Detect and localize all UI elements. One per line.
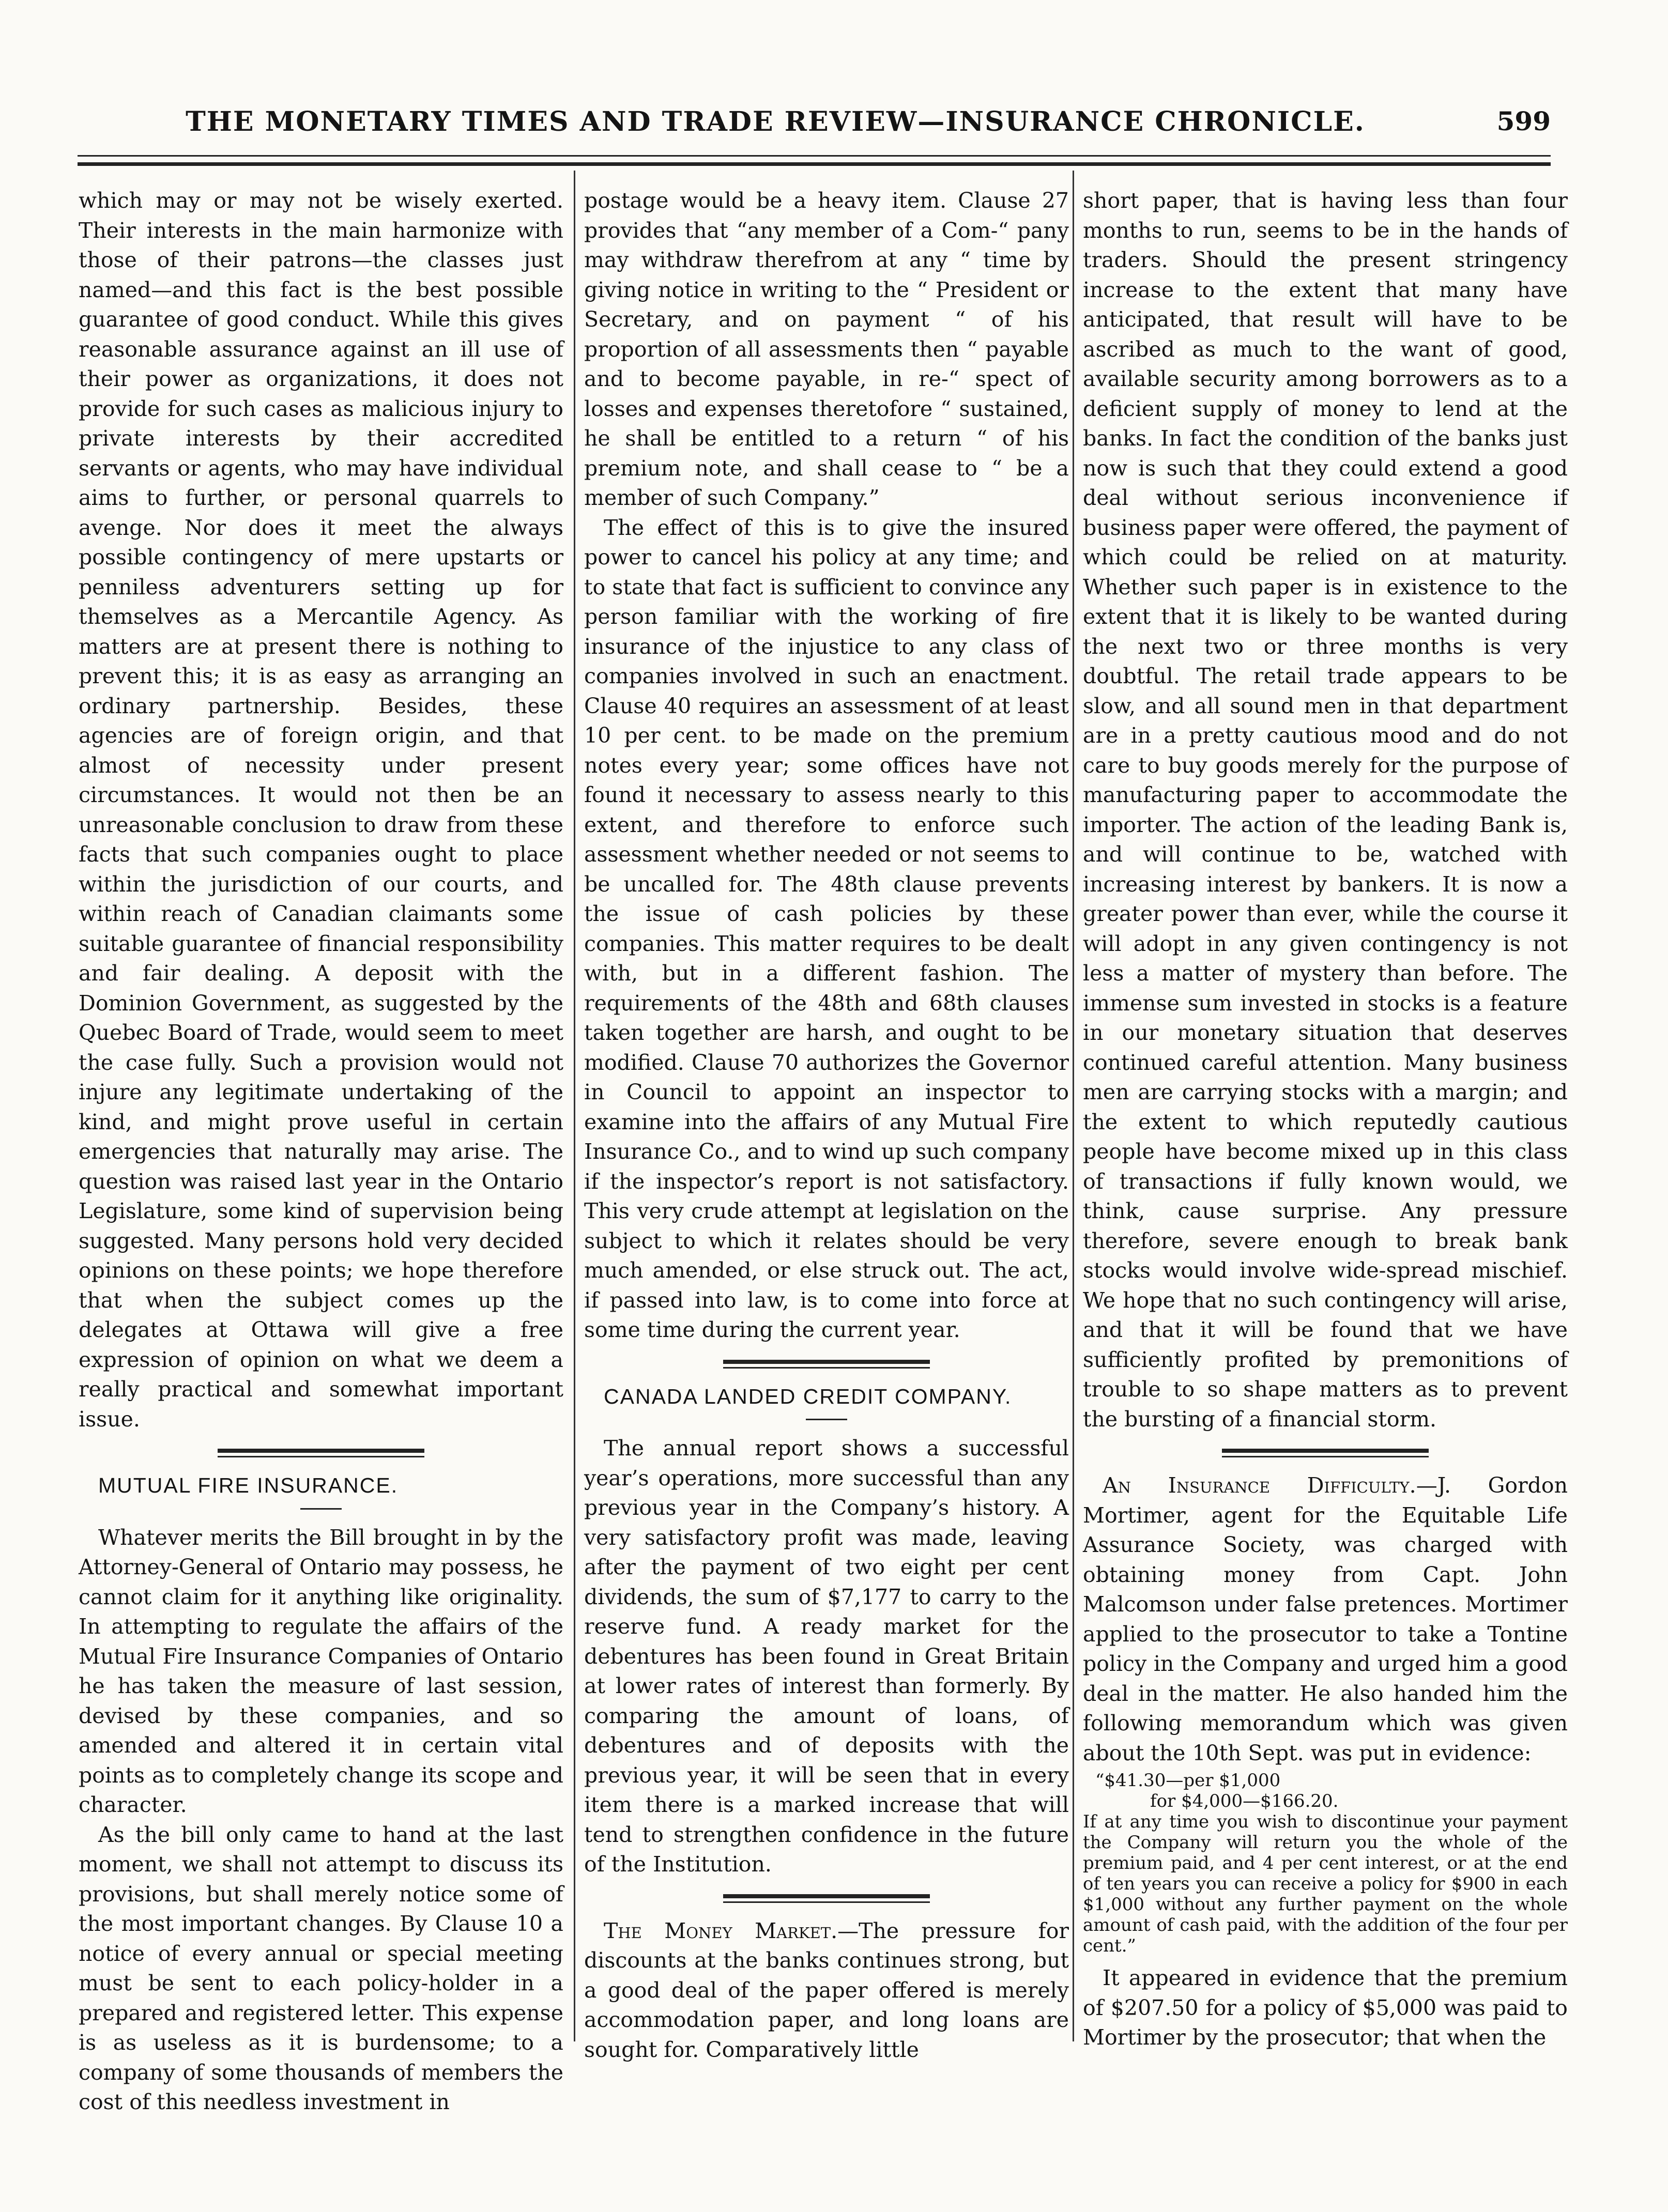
insurance-difficulty-paragraph: [1083, 1471, 1568, 1768]
article-paragraph: The effect of this is to give the insured power to cancel his policy at any time; and to state that fact is sufficient to convince any person familiar with the working of fire insurance of the injustice to any class of companies involved in such an enactment. Clause 40 requires an assessment of at least 10 per cent. to be made on the premium notes every year; some offices have not found it necessary to assess nearly to this extent, and therefore to enforce such assessment whether needed or not seems to be uncalled for. The 48th clause prevents the issue of cash policies by these companies. This matter requires to be dealt with, but in a different fashion. The requirements of the 48th and 68th clauses taken together are harsh, and ought to be modified. Clause 70 authorizes the Governor in Council to appoint an inspector to examine into the affairs of any Mutual Fire Insurance Co., and to wind up such company if the inspector’s report is not satisfactory. This very crude attempt at legislation on the subject to which it relates should be very much amended, or else struck out. The act, if passed into law, is to come into force at some time during the current year.: [584, 515, 1069, 1342]
column-middle: [584, 186, 1069, 2065]
section-divider: [723, 1360, 930, 1369]
header-rule-thin: [78, 155, 1551, 157]
section-divider: [723, 1894, 930, 1903]
article-paragraph: It appeared in evidence that the premium of $207.50 for a policy of $5,000 was paid to Mortimer by the prosecutor; that when the: [1083, 1965, 1568, 2050]
memorandum: [1083, 1770, 1568, 1956]
column-separator: [574, 171, 575, 2041]
header-rule-thick: [78, 162, 1551, 166]
run-in-heading: The Money Market.: [604, 1918, 838, 1943]
article-paragraph: short paper, that is having less than four months to run, seems to be in the hands of traders. Should the present stringency increase to the extent that many have anticipated, that result will have to be ascribed as much to the want of good, available security among borrowers as to a deficient supply of money to lend at the banks. In fact the condition of the banks just now is such that they could extend a good deal without serious inconvenience if business paper were offered, the payment of which could be relied on at maturity. Whether such paper is in existence to the extent that it is likely to be wanted during the next two or three months is very doubtful. The retail trade appears to be slow, and all sound men in that department are in a pretty cautious mood and do not care to buy goods merely for the purpose of manufacturing paper to accommodate the importer. The action of the leading Bank is, and will continue to be, watched with increasing interest by bankers. It is now a greater power than ever, while the course it will adopt in any given contingency is not less a matter of mystery than before. The immense sum invested in stocks is a feature in our monetary situation that deserves continued careful attention. Many business men are carrying stocks with a margin; and the extent to which reputedly cautious people have become mixed up in this class of transactions if fully known would, we think, cause surprise. Any pressure therefore, severe enough to break bank stocks would involve wide-spread mischief. We hope that no such contingency will arise, and that it will be found that we have sufficiently profited by premonitions of trouble to so shape matters as to prevent the bursting of a financial storm.: [1083, 188, 1568, 1432]
column-left: [79, 186, 563, 2117]
memo-line: for $4,000—$166.20.: [1150, 1791, 1339, 1811]
article-paragraph: As the bill only came to hand at the last moment, we shall not attempt to discuss its provisions, but shall merely notice some of the most important changes. By Clause 10 a notice of every annual or special meeting must be sent to each policy-holder in a prepared and registered letter. This expense is as useless as it is burdensome; to a company of some thousands of members the cost of this needless investment in: [79, 1822, 563, 2114]
page-header: [78, 106, 1551, 147]
article-paragraph: postage would be a heavy item. Clause 27 provides that “any member of a Com-“ pany may withdraw therefrom at any “ time by giving notice in writing to the “ President or Secretary, and on payment “ of his proportion of all assessments then “ payable and to become payable, in re-“ spect of losses and expenses theretofore “ sustained, he shall be entitled to a return “ of his premium note, and shall cease to “ be a member of such Company.”: [584, 188, 1069, 510]
section-heading-canada-landed: CANADA LANDED CREDIT COMPANY.: [604, 1384, 1012, 1408]
article-paragraph: which may or may not be wisely exerted. Their interests in the main harmonize with those of their patrons—the classes just named—and this fact is the best possible guarantee of good conduct. While this gives reasonable assurance against an ill use of their power as organizations, it does not provide for such cases as malicious injury to private interests by their accredited servants or agents, who may have individual aims to further, or personal quarrels to avenge. Nor does it meet the always possible contingency of mere upstarts or penniless adventurers setting up for themselves as a Mercantile Agency. As matters are at present there is nothing to prevent this; it is as easy as arranging an ordinary partnership. Besides, these agencies are of foreign origin, and that almost of necessity under present circumstances. It would not then be an unreasonable conclusion to draw from these facts that such companies ought to place within the jurisdiction of our courts, and within reach of Canadian claimants some suitable guarantee of financial responsibility and fair dealing. A deposit with the Dominion Government, as suggested by the Quebec Board of Trade, would seem to meet the case fully. Such a provision would not injure any legitimate undertaking of the kind, and might prove useful in certain emergencies that naturally may arise. The question was raised last year in the Ontario Legislature, some kind of supervision being suggested. Many persons hold very decided opinions on these points; we hope therefore that when the subject comes up the delegates at Ottawa will give a free expression of opinion on what we deem a really practical and somewhat important issue.: [79, 188, 563, 1432]
page-number: 599: [1496, 106, 1551, 136]
memo-line: “$41.30—per $1,000: [1095, 1770, 1281, 1791]
column-separator: [1073, 171, 1074, 2041]
running-title: THE MONETARY TIMES AND TRADE REVIEW—INSURANCE CHRONICLE.: [186, 106, 1365, 137]
section-heading-mutual-fire: MUTUAL FIRE INSURANCE.: [98, 1473, 399, 1497]
heading-dash: [300, 1508, 342, 1510]
memo-body: If at any time you wish to discontinue your payment the Company will return you the whole of the premium paid, and 4 per cent interest, or at the end of ten years you can receive a policy for $900 in each $1,000 without any further payment on the whole amount of cash paid, with the addition of the four per cent.”: [1083, 1811, 1568, 1956]
section-divider: [218, 1449, 424, 1457]
section-divider: [1222, 1449, 1429, 1457]
money-market-paragraph: [584, 1916, 1069, 2065]
paragraph-text: —The pressure for discounts at the banks continues strong, but a good deal of the paper offered is merely accommodation paper, and long loans are sought for. Comparatively little: [584, 1918, 1069, 2062]
paragraph-text: —J. Gordon Mortimer, agent for the Equitable Life Assurance Society, was charged with obtaining money from Capt. John Malcomson under false pretences. Mortimer applied to the prosecutor to take a Tontine policy in the Company and urged him a good deal in the matter. He also handed him the following memorandum which was given about the 10th Sept. was put in evidence:: [1083, 1473, 1568, 1765]
column-right: [1083, 186, 1568, 2053]
article-paragraph: Whatever merits the Bill brought in by the Attorney-General of Ontario may possess, he cannot claim for it anything like originality. In attempting to regulate the affairs of the Mutual Fire Insurance Companies of Ontario he has taken the measure of last session, devised by these companies, and so amended and altered it in certain vital points as to completely change its scope and character.: [79, 1525, 563, 1817]
heading-dash: [806, 1419, 847, 1420]
run-in-heading: An Insurance Difficulty.: [1103, 1473, 1416, 1498]
article-paragraph: The annual report shows a successful year’s operations, more successful than any previous year in the Company’s history. A very satisfactory profit was made, leaving after the payment of two eight per cent dividends, the sum of $7,177 to carry to the reserve fund. A ready market for the debentures has been found in Great Britain at lower rates of interest than formerly. By comparing the amount of loans, of debentures and of deposits with the previous year, it will be seen that in every item there is a marked increase that will tend to strengthen confidence in the future of the Institution.: [584, 1436, 1069, 1877]
